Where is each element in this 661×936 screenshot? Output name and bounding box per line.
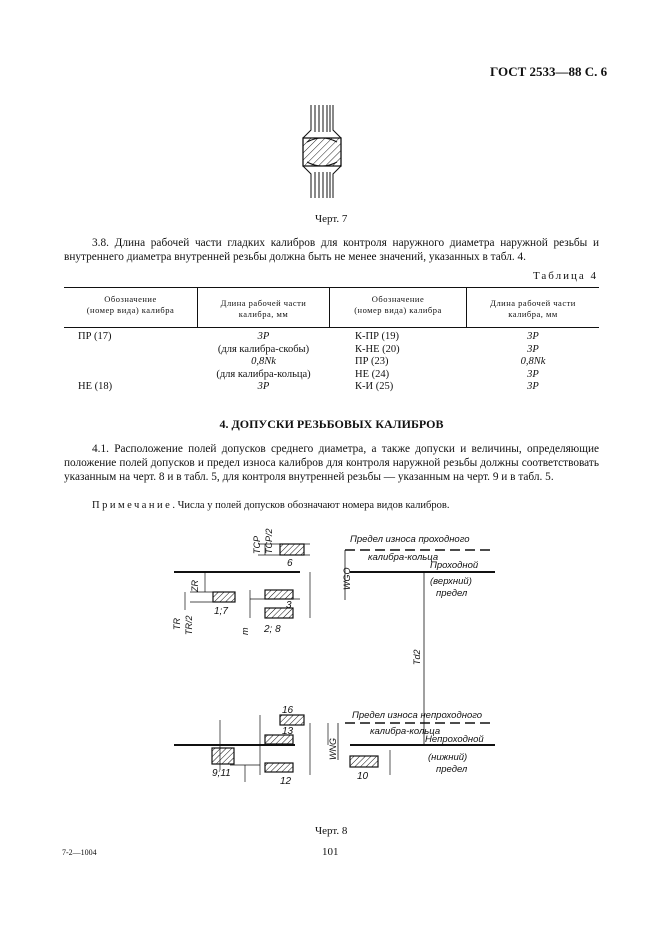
table-4-label: Таблица 4: [532, 270, 598, 282]
dim-label: Td2: [412, 649, 422, 665]
field-box-10: [350, 756, 378, 767]
table-cell: (для калибра-скобы): [217, 343, 310, 355]
table-cell: К-И (25): [355, 381, 394, 392]
table-cell: НЕ (24): [355, 368, 390, 380]
go-label-line2: (верхний): [430, 576, 472, 587]
box-number: 2; 8: [264, 624, 281, 635]
table-header-col4: Длина рабочей части калибра, мм: [490, 298, 576, 319]
footer-code: 7-2—1004: [62, 848, 97, 857]
table-cell: К-ПР (19): [355, 331, 400, 342]
dim-label: TCP/2: [264, 528, 274, 554]
field-box-16: [280, 715, 304, 725]
figure-8-drawing: [160, 520, 505, 825]
figure-7-drawing: [285, 100, 365, 202]
dim-label: ZR: [190, 580, 200, 592]
box-number: 9;11: [212, 768, 231, 779]
box-number: 13: [282, 726, 294, 737]
table-cell: [78, 356, 112, 369]
section-hatch: [303, 138, 341, 166]
table-header-col3: Обозначение (номер вида) калибра: [354, 294, 442, 315]
note-text: . Числа у полей допусков обозначают номера видов калибров.: [172, 500, 450, 511]
note: [92, 500, 449, 511]
box-number: 16: [282, 705, 294, 716]
box-number: 6: [287, 558, 293, 569]
table-cell: 3P: [257, 381, 270, 392]
field-box-9-11: [212, 748, 234, 764]
dim-label: TR: [172, 618, 182, 630]
table-cell: 3P: [527, 381, 539, 392]
table-cell: 3P: [257, 331, 270, 342]
table-col4: [467, 331, 599, 394]
nogo-label-line1: Непроходной: [425, 734, 484, 745]
table-col3: [355, 331, 400, 394]
figure-7-caption: Черт. 7: [315, 213, 348, 225]
table-cell: НЕ (18): [78, 381, 113, 392]
table-cell: 3P: [527, 331, 539, 342]
table-header-col1: Обозначение (номер вида) калибра: [86, 294, 175, 315]
table-cell: 0,8Nk: [251, 356, 276, 367]
dim-label: m: [240, 627, 250, 635]
table-top-rule: [64, 287, 599, 288]
table-cell: 0,8Nk: [520, 356, 546, 367]
table-col1: [78, 331, 112, 394]
table-cell: [78, 369, 112, 382]
page-header: ГОСТ 2533—88 С. 6: [490, 64, 608, 79]
page-number: 101: [322, 846, 339, 858]
dim-label: TCP: [252, 536, 262, 554]
wear-limit-nogo-line1: Предел износа непроходного: [352, 710, 483, 721]
box-number: 3: [286, 600, 292, 611]
paragraph-3-8: 3.8. Длина рабочей части гладких калибров для контроля наружного диаметра наружной резьбы и внутреннего диаметра внутренней резьбы должна быть не менее значений, указанных в табл. 4.: [64, 237, 599, 263]
table-header-rule: [64, 327, 599, 328]
note-label: Примечание: [92, 500, 173, 511]
nogo-label-line2: (нижний): [428, 752, 468, 763]
paragraph-4-1: 4.1. Расположение полей допусков среднего диаметра, а также допуски и величины, определяющие положение полей допусков и предел износа калибров для контроля наружной резьбы должны соответствовать указанным на черт. 8 и в табл. 5, для контроля внутренней резьбы — указанным на черт. 9 и в табл. 5.: [64, 443, 599, 483]
table-cell: (для калибра-кольца): [216, 368, 311, 380]
table-cell: [78, 344, 112, 357]
table-cell: К-НЕ (20): [355, 343, 400, 355]
table-header-col2: Длина рабочей части калибра, мм: [220, 298, 307, 319]
field-box-1-7: [213, 592, 235, 602]
table-cell: 3P: [527, 343, 539, 355]
section-4-title: 4. ДОПУСКИ РЕЗЬБОВЫХ КАЛИБРОВ: [219, 417, 444, 431]
table-cell: ПР (17): [78, 331, 112, 342]
box-number: 10: [357, 771, 369, 782]
wear-limit-nogo-line2: калибра-кольца: [370, 726, 441, 737]
box-number: 1;7: [214, 606, 228, 617]
field-box-6: [280, 544, 304, 555]
box-number: 12: [280, 776, 292, 787]
field-box-12: [265, 763, 293, 772]
field-box-3-outline: [265, 590, 293, 599]
go-label-line1: Проходной: [430, 560, 479, 571]
go-label-line3: предел: [436, 588, 468, 599]
table-cell: 3P: [527, 368, 539, 380]
figure-8-caption: Черт. 8: [315, 825, 348, 837]
table-cell: ПР (23): [355, 356, 389, 367]
dim-label: TR/2: [184, 615, 194, 635]
table-col2: [198, 331, 329, 394]
wear-limit-go-line2: калибра-кольца: [368, 552, 439, 563]
dim-label: WGO: [342, 567, 352, 590]
dim-label: WNG: [328, 738, 338, 760]
nogo-label-line3: предел: [436, 764, 468, 775]
wear-limit-go-line1: Предел износа проходного: [350, 534, 470, 545]
